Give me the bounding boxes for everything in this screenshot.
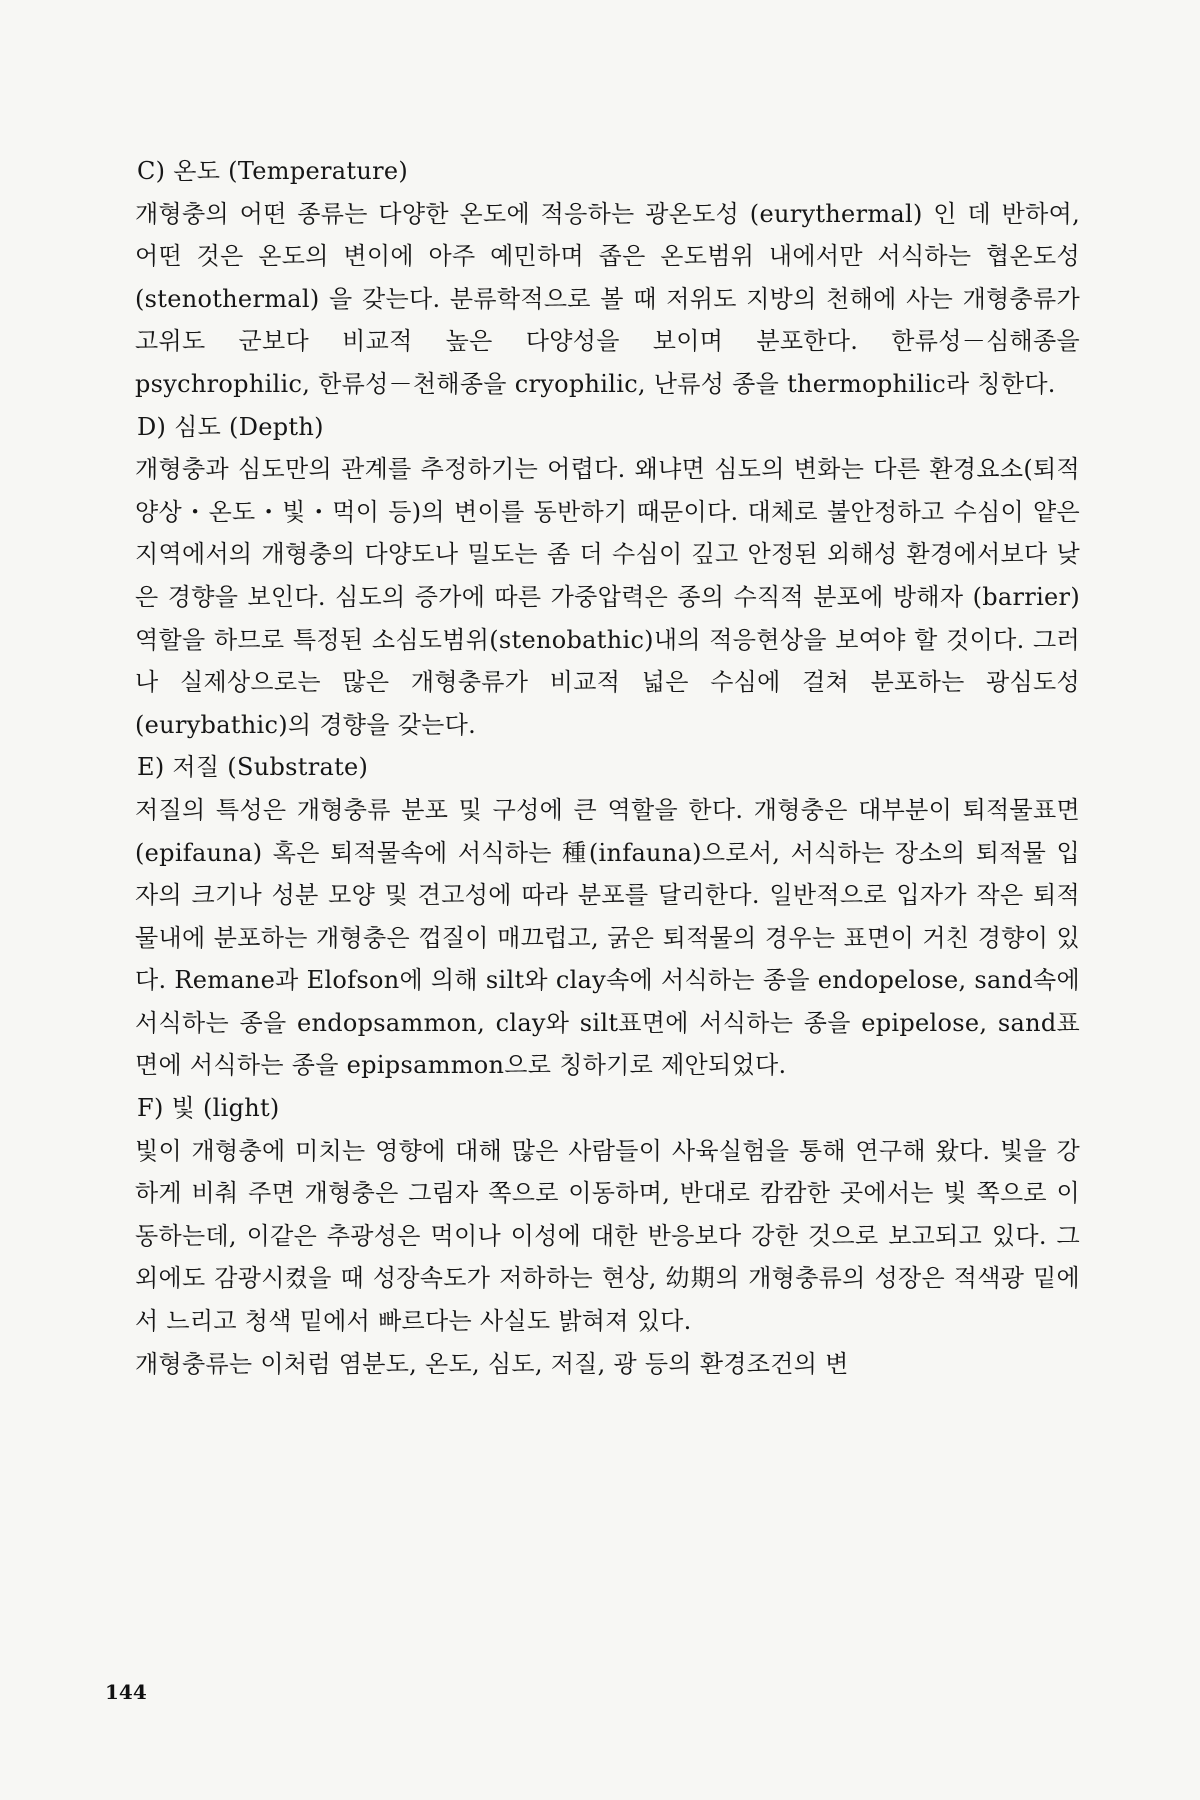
section-heading: D) 심도 (Depth) bbox=[137, 412, 324, 441]
page-number: 144 bbox=[105, 1680, 147, 1704]
section-paragraph: 빛이 개형충에 미치는 영향에 대해 많은 사람들이 사육실험을 통해 연구해 왔다. 빛을 강하게 비춰 주면 개형충은 그림자 쪽으로 이동하며, 반대로 캄캄한 곳에서는 빛 쪽으로 이동하는데, 이같은 추광성은 먹이나 이성에 대한 반응보다 강한 것으로 보고되고 있다. 그외에도 감광시켰을 때 성장속도가 저하하는 현상, 幼期의 개형충류의 성장은 적색광 밑에서 느리고 청색 밑에서 빠르다는 사실도 밝혀져 있다. bbox=[135, 1136, 1080, 1336]
closing-line: 개형충류는 이처럼 염분도, 온도, 심도, 저질, 광 등의 환경조건의 변 bbox=[135, 1349, 849, 1378]
section-heading: E) 저질 (Substrate) bbox=[137, 753, 369, 782]
section-light bbox=[135, 1087, 1080, 1343]
section-heading: F) 빛 (light) bbox=[137, 1094, 280, 1123]
section-temperature bbox=[135, 150, 1080, 406]
page-content bbox=[135, 150, 1080, 1385]
section-paragraph: 저질의 특성은 개형충류 분포 및 구성에 큰 역할을 한다. 개형충은 대부분이 퇴적물표면(epifauna) 혹은 퇴적물속에 서식하는 種(infauna)으로서, 서식하는 장소의 퇴적물 입자의 크기나 성분 모양 및 견고성에 따라 분포를 달리한다. 일반적으로 입자가 작은 퇴적물내에 분포하는 개형충은 껍질이 매끄럽고, 굵은 퇴적물의 경우는 표면이 거친 경향이 있다. Remane과 Elofson에 의해 silt와 clay속에 서식하는 종을 endopelose, sand속에 서식하는 종을 endopsammon, clay와 silt표면에 서식하는 종을 epipelose, sand표면에 서식하는 종을 epipsammon으로 칭하기로 제안되었다. bbox=[135, 795, 1080, 1080]
section-heading: C) 온도 (Temperature) bbox=[137, 157, 409, 185]
section-paragraph: 개형충과 심도만의 관계를 추정하기는 어렵다. 왜냐면 심도의 변화는 다른 환경요소(퇴적양상・온도・빛・먹이 등)의 변이를 동반하기 때문이다. 대체로 불안정하고 수심이 얕은 지역에서의 개형충의 다양도나 밀도는 좀 더 수심이 깊고 안정된 외해성 환경에서보다 낮은 경향을 보인다. 심도의 증가에 따른 가중압력은 종의 수직적 분포에 방해자 (barrier) 역할을 하므로 특정된 소심도범위(stenobathic)내의 적응현상을 보여야 할 것이다. 그러나 실제상으로는 많은 개형충류가 비교적 넓은 수심에 걸쳐 분포하는 광심도성(eurybathic)의 경향을 갖는다. bbox=[135, 455, 1080, 739]
section-depth bbox=[135, 406, 1080, 747]
section-substrate bbox=[135, 746, 1080, 1087]
section-paragraph: 개형충의 어떤 종류는 다양한 온도에 적응하는 광온도성 (eurythermal) 인 데 반하여, 어떤 것은 온도의 변이에 아주 예민하며 좁은 온도범위 내에서만 서식하는 협온도성 (stenothermal) 을 갖는다. 분류학적으로 볼 때 저위도 지방의 천해에 사는 개형충류가 고위도 군보다 비교적 높은 다양성을 보이며 분포한다. 한류성－심해종을 psychrophilic, 한류성－천해종을 cryophilic, 난류성 종을 thermophilic라 칭한다. bbox=[135, 199, 1080, 398]
